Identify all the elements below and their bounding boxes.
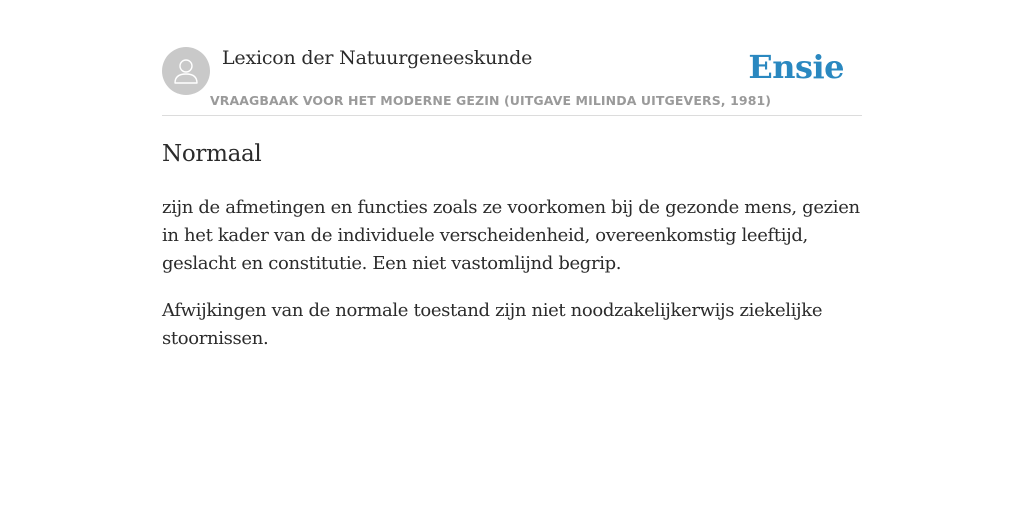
brand-logo-link[interactable]: Ensie [748, 48, 844, 86]
source-title[interactable]: Lexicon der Natuurgeneeskunde [222, 47, 533, 69]
user-icon[interactable] [162, 47, 210, 95]
article-paragraph: zijn de afmetingen en functies zoals ze voorkomen bij de gezonde mens, gezien in het kader van de individuele verscheidenheid, overeenkomstig leeftijd, geslacht en constitutie. Een niet vastomlijnd begrip. [162, 197, 860, 274]
source-header [162, 46, 862, 116]
source-subtitle: VRAAGBAAK VOOR HET MODERNE GEZIN (UITGAVE MILINDA UITGEVERS, 1981) [210, 93, 772, 108]
article [162, 138, 862, 372]
article-paragraph: Afwijkingen van de normale toestand zijn niet noodzakelijkerwijs ziekelijke stoornissen. [162, 300, 823, 349]
article-title: Normaal [162, 141, 262, 167]
